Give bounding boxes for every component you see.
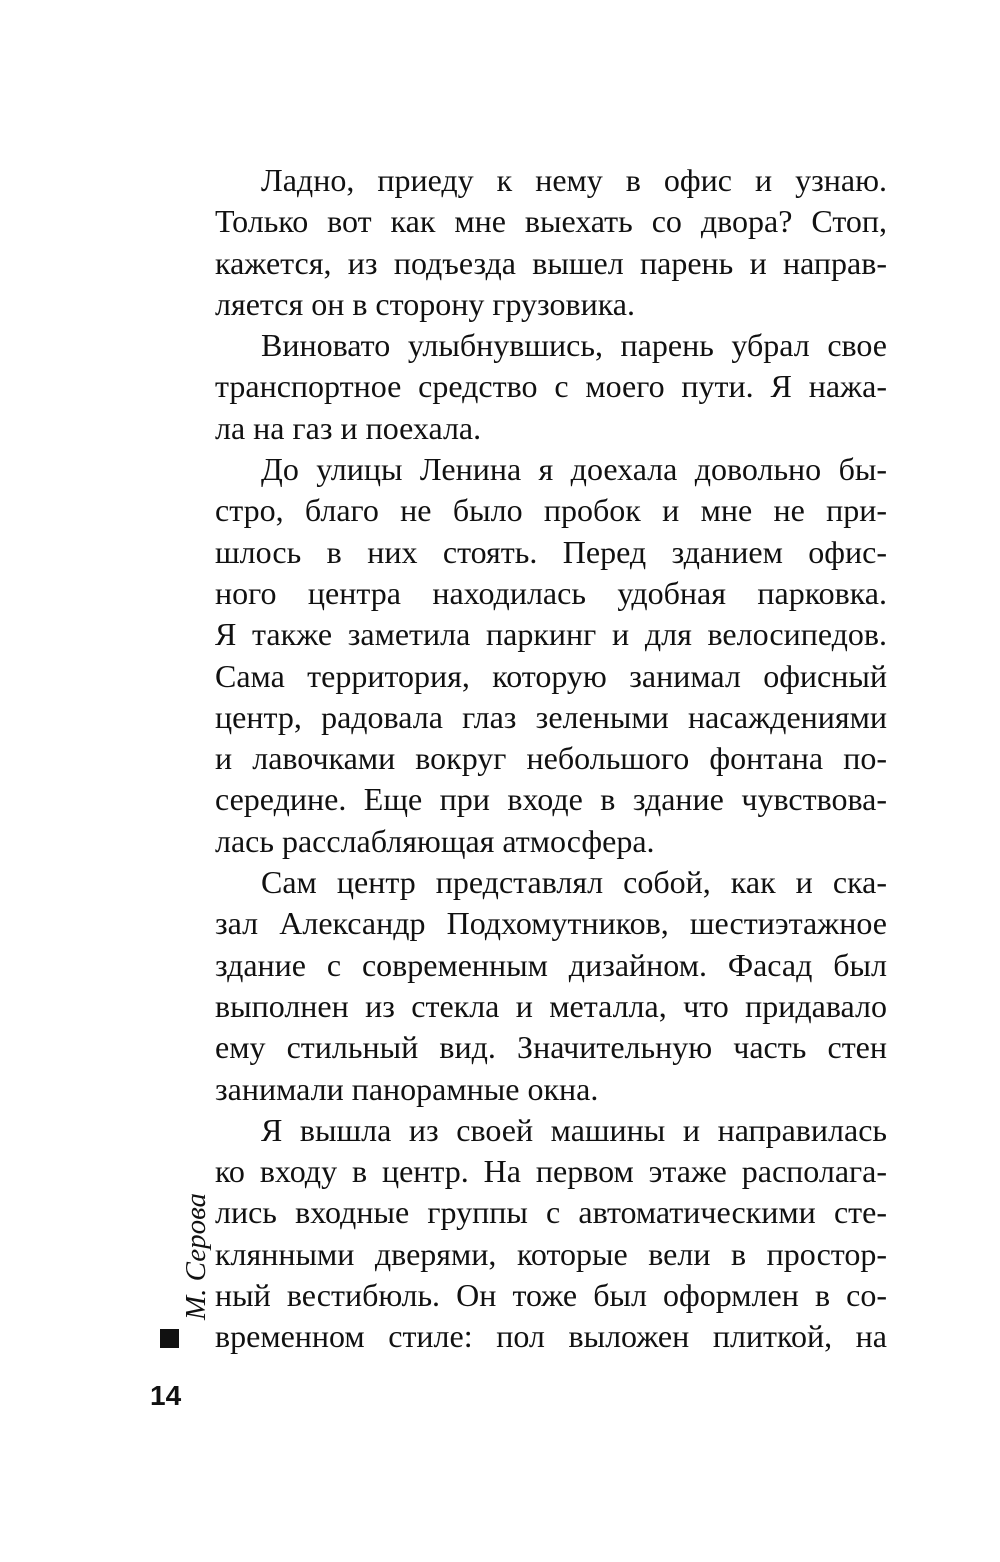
text-line: ла на газ и поехала. xyxy=(215,409,482,446)
text-line: клянными дверями, которые вели в простор- xyxy=(215,1235,887,1272)
text-line: центр, радовала глаз зелеными насаждениями xyxy=(215,698,887,735)
text-line: ный вестибюль. Он тоже был оформлен в со- xyxy=(215,1277,887,1314)
text-line: До улицы Ленина я доехала довольно бы- xyxy=(261,451,887,488)
page-number: 14 xyxy=(150,1380,182,1411)
running-head-author: М. Серова xyxy=(180,1193,212,1320)
text-line: временном стиле: пол выложен плиткой, на xyxy=(215,1318,887,1355)
text-line: Сам центр представлял собой, как и ска- xyxy=(261,864,887,901)
text-line: зал Александр Подхомутников, шестиэтажное xyxy=(215,905,887,942)
paragraph xyxy=(215,325,887,449)
text-line: стро, благо не было пробок и мне не при- xyxy=(215,492,887,529)
text-line: ко входу в центр. На первом этаже располага- xyxy=(215,1153,887,1190)
text-line: середине. Еще при входе в здание чувствова- xyxy=(215,781,887,818)
text-line: кажется, из подъезда вышел парень и направ- xyxy=(215,244,887,281)
square-marker-icon xyxy=(160,1329,179,1348)
text-line: занимали панорамные окна. xyxy=(215,1070,599,1107)
text-line: Виновато улыбнувшись, парень убрал свое xyxy=(261,327,887,364)
text-line: Сама территория, которую занимал офисный xyxy=(215,657,887,694)
text-line: ного центра находилась удобная парковка. xyxy=(215,574,887,611)
paragraph xyxy=(215,862,887,1110)
text-line: Только вот как мне выехать со двора? Стоп, xyxy=(215,203,887,240)
text-line: лась расслабляющая атмосфера. xyxy=(215,822,655,859)
paragraph xyxy=(215,449,887,862)
text-line: выполнен из стекла и металла, что придавало xyxy=(215,987,887,1024)
paragraph xyxy=(215,1110,887,1358)
text-line: Я вышла из своей машины и направилась xyxy=(261,1111,887,1148)
text-line: Ладно, приеду к нему в офис и узнаю. xyxy=(261,162,887,198)
text-line: ляется он в сторону грузовика. xyxy=(215,285,635,322)
text-line: лись входные группы с автоматическими сте- xyxy=(215,1194,887,1231)
text-line: транспортное средство с моего пути. Я нажа- xyxy=(215,368,887,405)
body-text xyxy=(215,160,887,1358)
text-line: ему стильный вид. Значительную часть стен xyxy=(215,1029,887,1066)
paragraph xyxy=(215,160,887,325)
text-line: шлось в них стоять. Перед зданием офис- xyxy=(215,533,887,570)
text-line: Я также заметила паркинг и для велосипедов. xyxy=(215,616,887,653)
text-line: и лавочками вокруг небольшого фонтана по- xyxy=(215,740,887,777)
text-line: здание с современным дизайном. Фасад был xyxy=(215,946,887,983)
